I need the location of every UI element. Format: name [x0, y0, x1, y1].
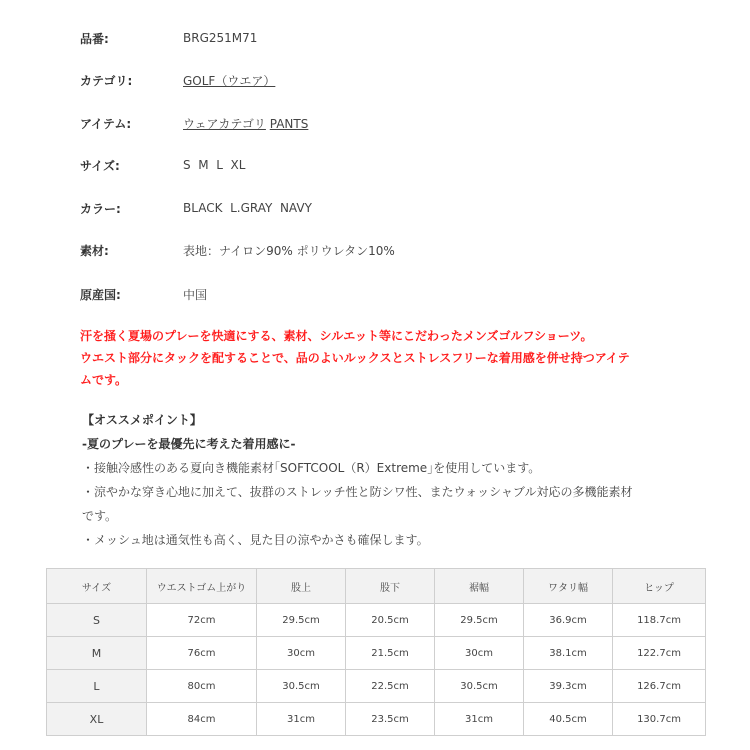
points-heading: 【オススメポイント】: [82, 413, 202, 427]
size-cell: M: [47, 637, 147, 670]
spec-row-origin: [80, 284, 207, 304]
spec-label: 素材:: [80, 243, 109, 258]
column-header: サイズ: [47, 569, 147, 604]
column-header: ウエストゴム上がり: [147, 569, 257, 604]
table-cell: 118.7cm: [613, 604, 706, 637]
table-cell: 39.3cm: [524, 670, 613, 703]
column-header: 裾幅: [435, 569, 524, 604]
table-cell: 122.7cm: [613, 637, 706, 670]
table-cell: 130.7cm: [613, 703, 706, 736]
category-link[interactable]: GOLF（ウエア）: [183, 73, 276, 88]
table-row: [47, 670, 706, 703]
size-cell: XL: [47, 703, 147, 736]
color-value: BLACK L.GRAY NAVY: [183, 201, 312, 215]
description-line: ムです。: [80, 373, 128, 387]
table-cell: 31cm: [435, 703, 524, 736]
size-cell: L: [47, 670, 147, 703]
table-cell: 29.5cm: [257, 604, 346, 637]
material-value: 表地：ナイロン90% ポリウレタン10%: [183, 243, 395, 258]
spec-label: 原産国:: [80, 287, 121, 302]
description-line: 汗を掻く夏場のプレーを快適にする、素材、シルエット等にこだわったメンズゴルフショーツ。: [80, 329, 593, 343]
spec-row-color: [80, 198, 312, 218]
column-header: ワタリ幅: [524, 569, 613, 604]
table-cell: 84cm: [147, 703, 257, 736]
recommended-points: [82, 408, 702, 552]
column-header: 股下: [346, 569, 435, 604]
table-cell: 20.5cm: [346, 604, 435, 637]
table-cell: 30cm: [435, 637, 524, 670]
table-cell: 31cm: [257, 703, 346, 736]
points-subheading: -夏のプレーを最優先に考えた着用感に-: [82, 437, 296, 451]
table-cell: 38.1cm: [524, 637, 613, 670]
point-item: ・接触冷感性のある夏向き機能素材｢SOFTCOOL（R）Extreme｣を使用しています。: [82, 461, 541, 475]
spec-label: カラー:: [80, 201, 121, 216]
table-cell: 80cm: [147, 670, 257, 703]
spec-label: カテゴリ:: [80, 73, 133, 88]
spec-label: アイテム:: [80, 116, 132, 131]
origin-value: 中国: [183, 287, 208, 302]
column-header: ヒップ: [613, 569, 706, 604]
table-header-row: [47, 569, 706, 604]
table-cell: 30.5cm: [257, 670, 346, 703]
table-cell: 72cm: [147, 604, 257, 637]
table-cell: 29.5cm: [435, 604, 524, 637]
table-cell: 30.5cm: [435, 670, 524, 703]
spec-row-item: [80, 113, 308, 133]
spec-label: サイズ:: [80, 158, 120, 173]
table-cell: 30cm: [257, 637, 346, 670]
table-cell: 126.7cm: [613, 670, 706, 703]
table-cell: 22.5cm: [346, 670, 435, 703]
spec-row-size: [80, 155, 245, 175]
table-cell: 40.5cm: [524, 703, 613, 736]
point-item: ・メッシュ地は通気性も高く、見た目の涼やかさも確保します。: [82, 533, 429, 547]
spec-row-category: [80, 70, 275, 90]
column-header: 股上: [257, 569, 346, 604]
size-cell: S: [47, 604, 147, 637]
pants-link[interactable]: PANTS: [269, 116, 309, 131]
table-row: [47, 703, 706, 736]
point-item: です。: [82, 509, 118, 523]
wear-category-link[interactable]: ウェアカテゴリ: [183, 116, 266, 131]
table-row: [47, 604, 706, 637]
point-item: ・涼やかな穿き心地に加えて、抜群のストレッチ性と防シワ性、またウォッシャブル対応の多機能素材: [82, 485, 633, 499]
spec-label: 品番:: [80, 31, 109, 46]
size-value: S M L XL: [183, 158, 246, 172]
description-line: ウエスト部分にタックを配することで、品のよいルックスとストレスフリーな着用感を併せ持つアイテ: [80, 351, 630, 365]
table-cell: 36.9cm: [524, 604, 613, 637]
product-number-value: BRG251M71: [183, 31, 258, 45]
product-description: [80, 325, 700, 391]
spec-row-material: [80, 240, 395, 260]
table-cell: 76cm: [147, 637, 257, 670]
table-row: [47, 637, 706, 670]
table-cell: 21.5cm: [346, 637, 435, 670]
size-chart-table: [46, 568, 706, 736]
table-cell: 23.5cm: [346, 703, 435, 736]
spec-row-product-number: [80, 28, 257, 48]
